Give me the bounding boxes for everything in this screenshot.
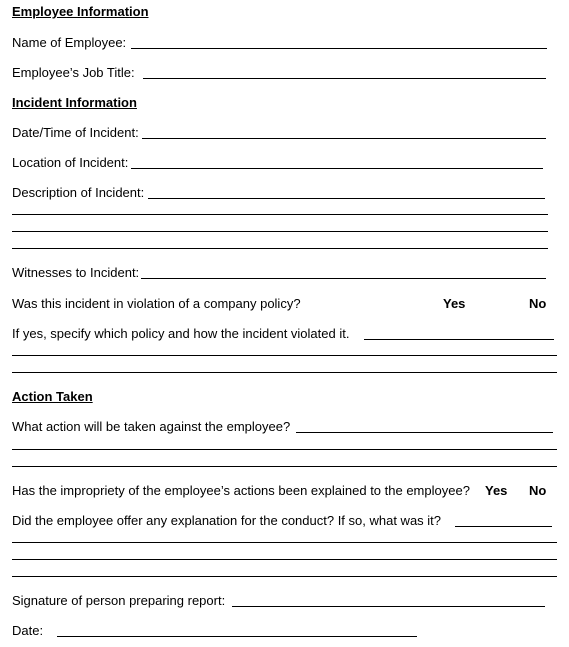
job-title-label: Employee’s Job Title: bbox=[12, 65, 135, 80]
impropriety-question: Has the impropriety of the employee’s actions been explained to the employee? bbox=[12, 483, 470, 498]
action-line[interactable] bbox=[296, 432, 553, 433]
incident-location-line[interactable] bbox=[131, 168, 543, 169]
signature-label: Signature of person preparing report: bbox=[12, 593, 226, 608]
explanation-line[interactable] bbox=[12, 576, 557, 577]
action-question: What action will be taken against the employee? bbox=[12, 419, 291, 434]
name-of-employee-line[interactable] bbox=[131, 48, 547, 49]
explanation-line[interactable] bbox=[12, 542, 557, 543]
policy-violation-no-option[interactable]: No bbox=[529, 296, 547, 311]
policy-violation-question: Was this incident in violation of a company policy? bbox=[12, 296, 301, 311]
witnesses-label: Witnesses to Incident: bbox=[12, 265, 140, 280]
incident-description-line[interactable] bbox=[12, 214, 548, 215]
impropriety-no-option[interactable]: No bbox=[529, 483, 547, 498]
incident-description-line[interactable] bbox=[12, 248, 548, 249]
signature-line[interactable] bbox=[232, 606, 545, 607]
job-title-line[interactable] bbox=[143, 78, 546, 79]
impropriety-yes-option[interactable]: Yes bbox=[485, 483, 508, 498]
action-line[interactable] bbox=[12, 449, 557, 450]
explanation-question: Did the employee offer any explanation for the conduct? If so, what was it? bbox=[12, 513, 442, 528]
incident-description-line[interactable] bbox=[148, 198, 545, 199]
explanation-line[interactable] bbox=[455, 526, 552, 527]
incident-description-label: Description of Incident: bbox=[12, 185, 145, 200]
section-heading-action-taken: Action Taken bbox=[12, 389, 93, 404]
policy-specify-line[interactable] bbox=[12, 355, 557, 356]
incident-datetime-line[interactable] bbox=[142, 138, 546, 139]
incident-location-label: Location of Incident: bbox=[12, 155, 129, 170]
policy-specify-line[interactable] bbox=[364, 339, 554, 340]
date-label: Date: bbox=[12, 623, 44, 638]
section-heading-incident-information: Incident Information bbox=[12, 95, 137, 110]
action-line[interactable] bbox=[12, 466, 557, 467]
incident-datetime-label: Date/Time of Incident: bbox=[12, 125, 139, 140]
name-of-employee-label: Name of Employee: bbox=[12, 35, 127, 50]
policy-specify-line[interactable] bbox=[12, 372, 557, 373]
incident-description-line[interactable] bbox=[12, 231, 548, 232]
explanation-line[interactable] bbox=[12, 559, 557, 560]
section-heading-employee-information: Employee Information bbox=[12, 4, 149, 19]
policy-specify-label: If yes, specify which policy and how the incident violated it. bbox=[12, 326, 350, 341]
policy-violation-yes-option[interactable]: Yes bbox=[443, 296, 466, 311]
date-line[interactable] bbox=[57, 636, 417, 637]
witnesses-line[interactable] bbox=[141, 278, 546, 279]
